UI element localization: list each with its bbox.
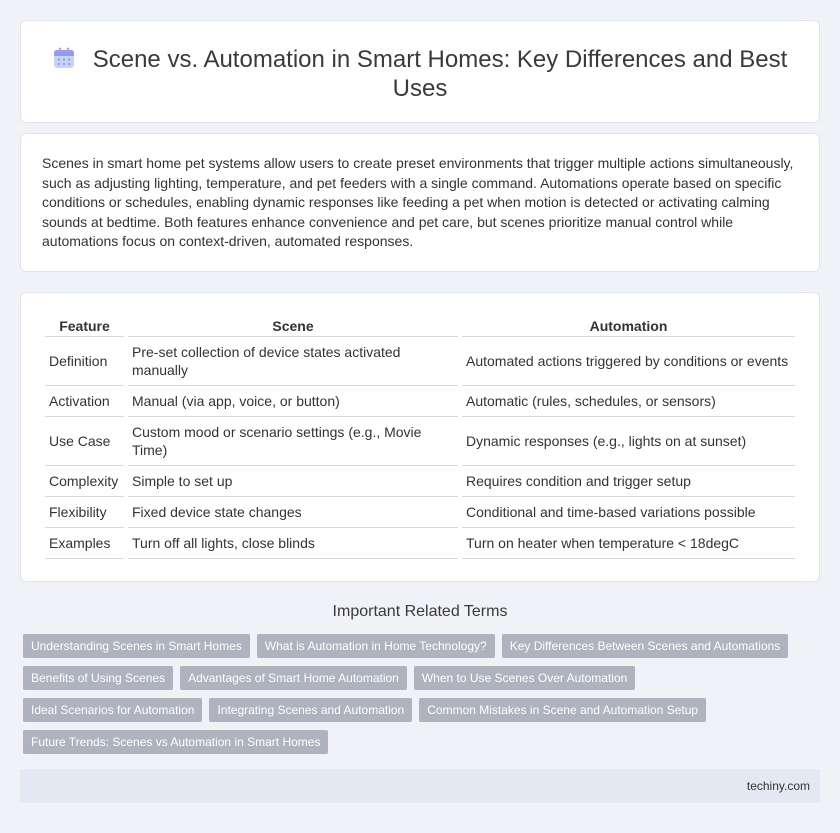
table-row <box>45 466 795 497</box>
related-term-tag[interactable]: Future Trends: Scenes vs Automation in Smart Homes <box>23 730 328 754</box>
related-term-tag[interactable]: Key Differences Between Scenes and Automations <box>502 634 789 658</box>
table-row <box>45 386 795 417</box>
cell-feature: Flexibility <box>45 497 124 528</box>
intro-paragraph: Scenes in smart home pet systems allow users to create preset environments that trigger multiple actions simultaneously, such as adjusting lighting, temperature, and pet feeders with a single command. Automations operate based on specific conditions or schedules, enabling dynamic responses like feeding a pet when motion is detected or activating calming sounds at bedtime. Both features enhance convenience and pet care, but scenes prioritize manual control while automations focus on context-driven, automated responses. <box>42 155 794 250</box>
related-terms-list <box>23 634 813 754</box>
footer-bar <box>20 769 820 803</box>
cell-automation: Automatic (rules, schedules, or sensors) <box>462 386 795 417</box>
cell-scene: Turn off all lights, close blinds <box>128 528 458 559</box>
cell-scene: Manual (via app, voice, or button) <box>128 386 458 417</box>
comparison-card <box>20 292 820 582</box>
cell-scene: Custom mood or scenario settings (e.g., Movie Time) <box>128 417 458 466</box>
page-title-text: Scene vs. Automation in Smart Homes: Key Differences and Best Uses <box>92 46 788 102</box>
cell-feature: Complexity <box>45 466 124 497</box>
related-term-tag[interactable]: Understanding Scenes in Smart Homes <box>23 634 250 658</box>
page-title <box>51 45 789 103</box>
table-row <box>45 417 795 466</box>
header-feature: Feature <box>45 315 124 337</box>
comparison-table <box>41 315 799 559</box>
intro-card <box>20 133 820 272</box>
cell-scene: Fixed device state changes <box>128 497 458 528</box>
calendar-icon <box>53 47 75 69</box>
cell-automation: Turn on heater when temperature < 18degC <box>462 528 795 559</box>
footer-site-link[interactable]: techiny.com <box>746 779 810 793</box>
table-row <box>45 497 795 528</box>
title-card <box>20 20 820 123</box>
related-term-tag[interactable]: What is Automation in Home Technology? <box>257 634 495 658</box>
cell-feature: Examples <box>45 528 124 559</box>
header-scene: Scene <box>128 315 458 337</box>
related-term-tag[interactable]: Ideal Scenarios for Automation <box>23 698 202 722</box>
table-row <box>45 528 795 559</box>
cell-automation: Dynamic responses (e.g., lights on at sunset) <box>462 417 795 466</box>
cell-feature: Use Case <box>45 417 124 466</box>
table-header-row <box>45 315 795 337</box>
related-term-tag[interactable]: Advantages of Smart Home Automation <box>180 666 407 690</box>
cell-scene: Simple to set up <box>128 466 458 497</box>
cell-scene: Pre-set collection of device states activated manually <box>128 337 458 386</box>
related-terms-heading: Important Related Terms <box>332 603 508 620</box>
cell-feature: Definition <box>45 337 124 386</box>
related-term-tag[interactable]: When to Use Scenes Over Automation <box>414 666 635 690</box>
cell-automation: Conditional and time-based variations possible <box>462 497 795 528</box>
cell-automation: Automated actions triggered by conditions or events <box>462 337 795 386</box>
header-automation: Automation <box>462 315 795 337</box>
cell-automation: Requires condition and trigger setup <box>462 466 795 497</box>
related-term-tag[interactable]: Benefits of Using Scenes <box>23 666 173 690</box>
related-term-tag[interactable]: Common Mistakes in Scene and Automation Setup <box>419 698 706 722</box>
cell-feature: Activation <box>45 386 124 417</box>
table-row <box>45 337 795 386</box>
related-term-tag[interactable]: Integrating Scenes and Automation <box>209 698 412 722</box>
